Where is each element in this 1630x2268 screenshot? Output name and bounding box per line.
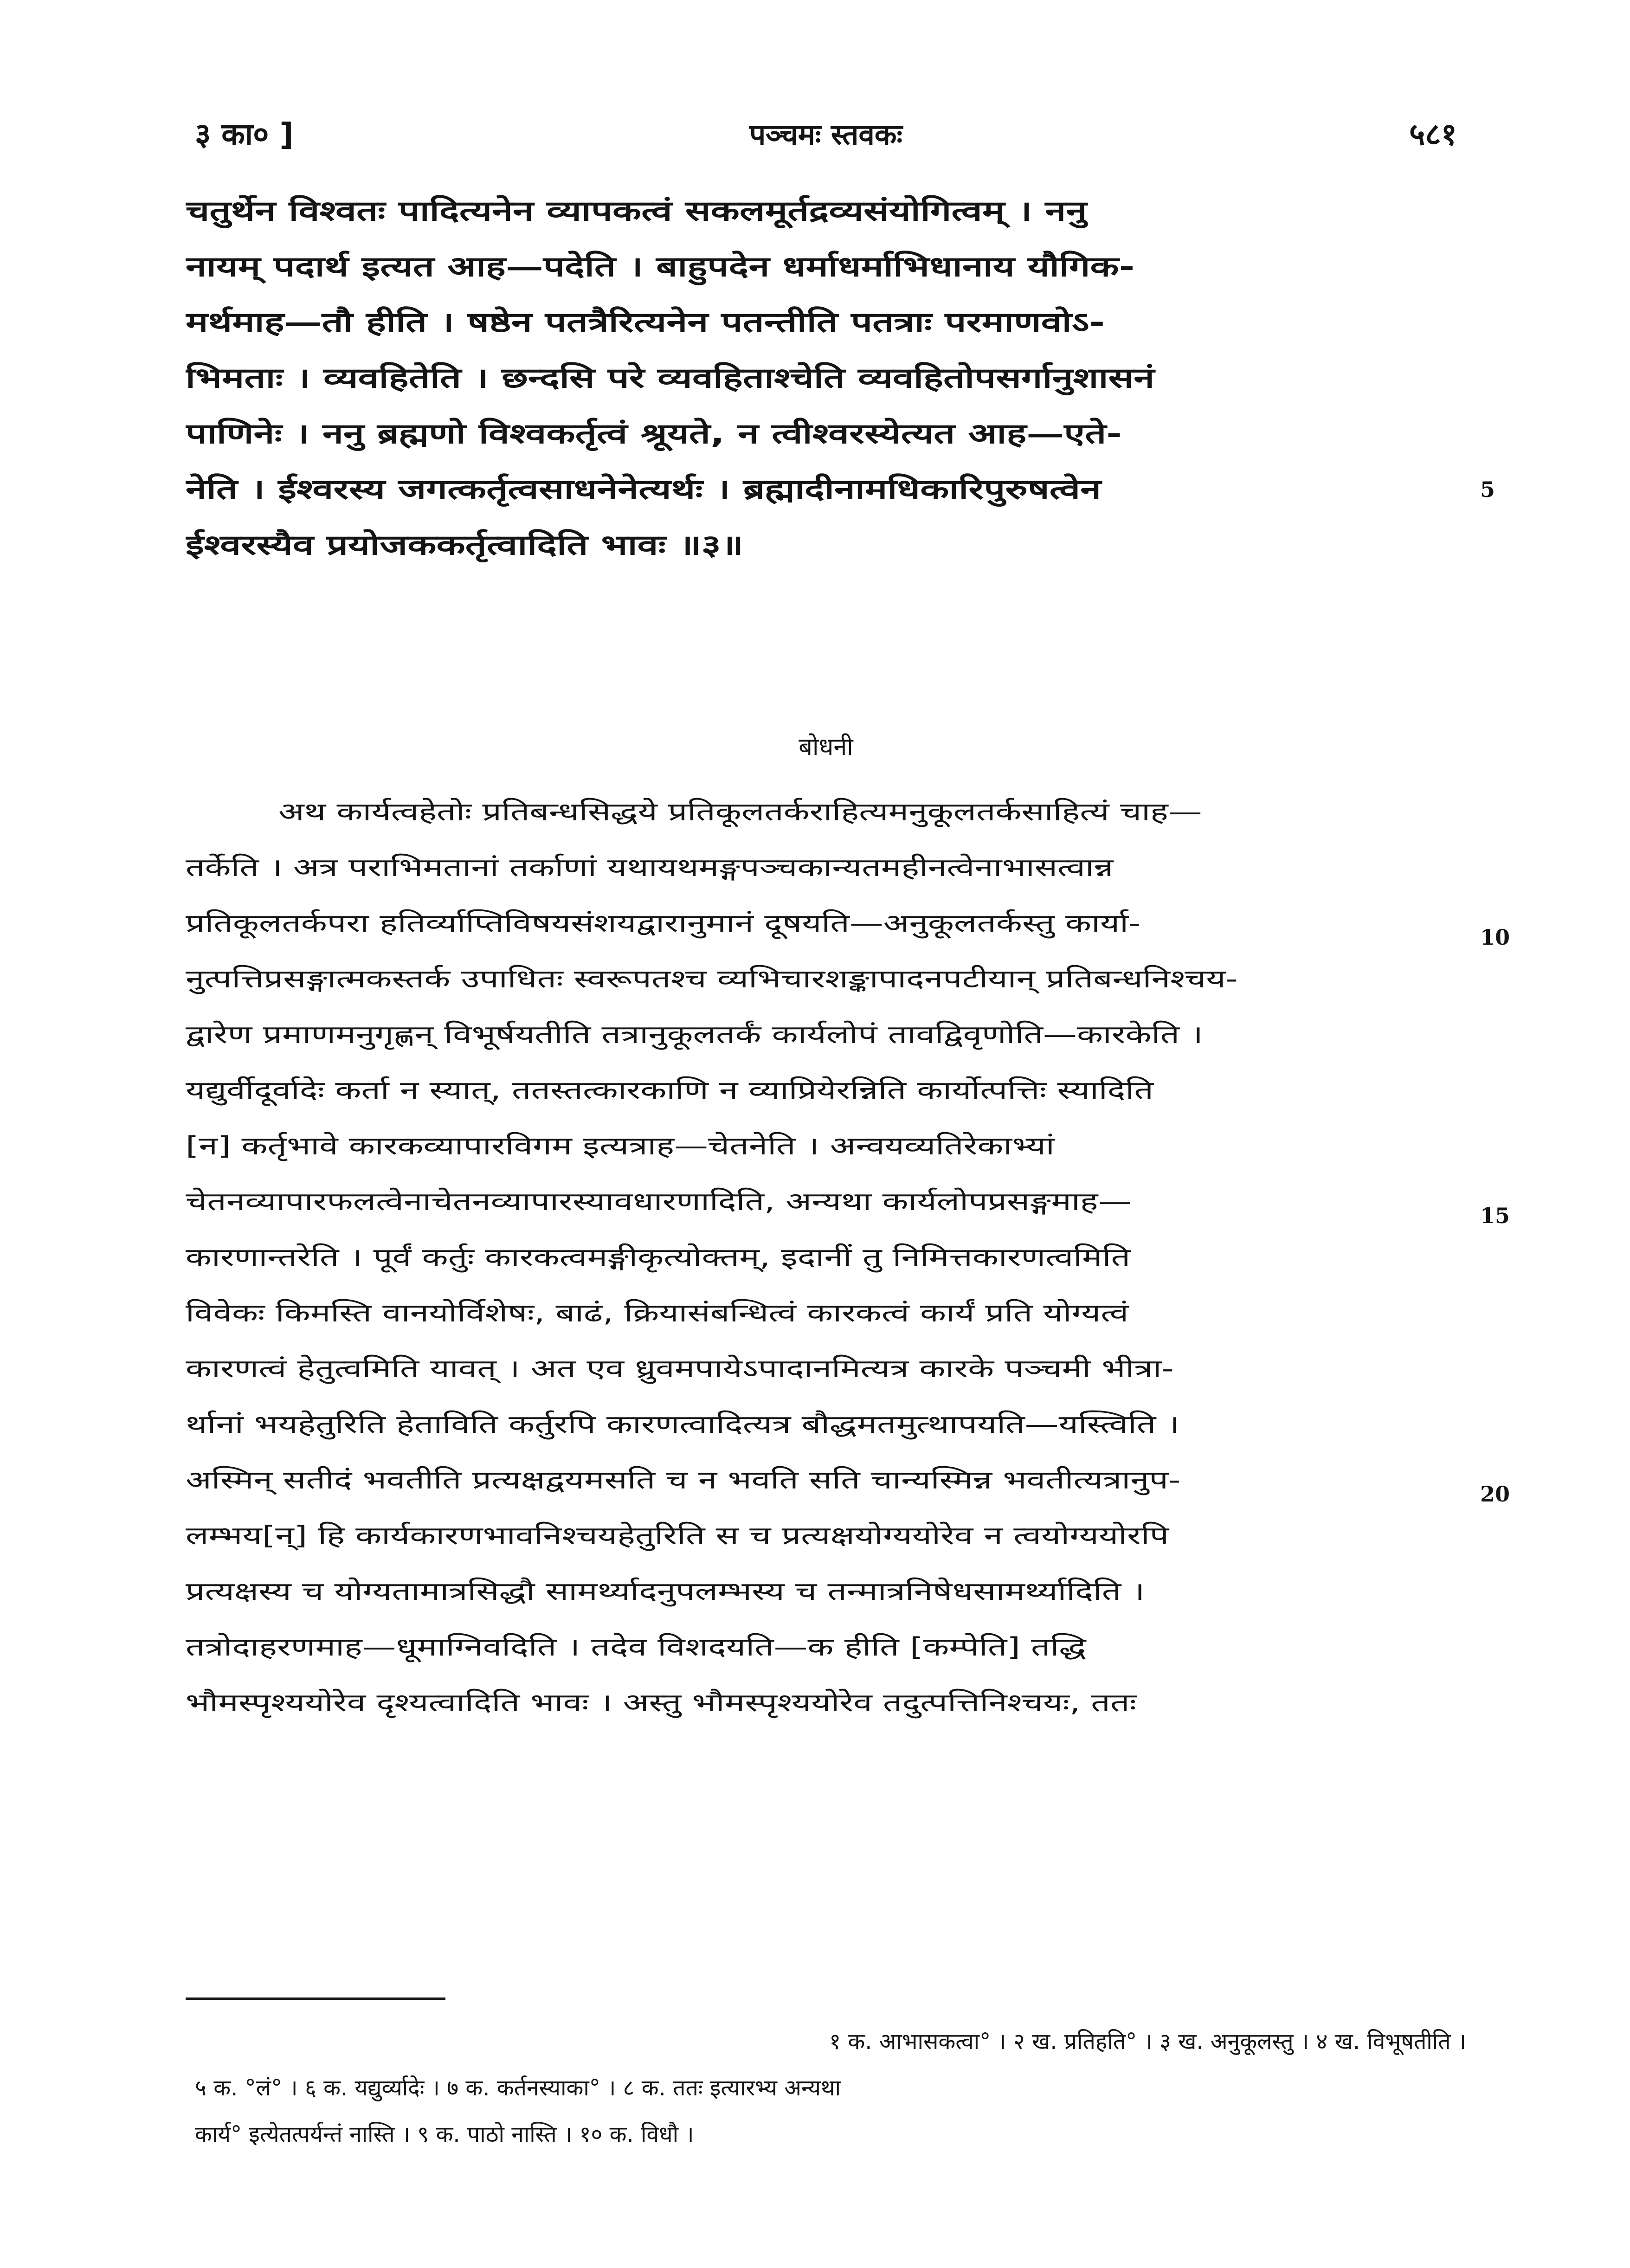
- text-line-content: नेति । ईश्वरस्य जगत्कर्तृत्वसाधनेनेत्यर्थः । ब्रह्मादीनामधिकारिपुरुषत्वेन: [186, 473, 1102, 506]
- text-line: [186, 517, 1466, 573]
- text-line-content: चतुर्थेन विश्वतः पादित्यनेन व्यापकत्वं सकलमूर्तद्रव्यसंयोगित्वम् । ननु: [186, 195, 1087, 227]
- text-line: [186, 1564, 1466, 1619]
- text-line: [186, 1675, 1466, 1731]
- section-title: बोधनी: [799, 733, 853, 761]
- text-line-content: ईश्वरस्यैव प्रयोजककर्तृत्वादिति भावः ॥३॥: [186, 529, 744, 561]
- text-line-content: नुत्पत्तिप्रसङ्गात्मकस्तर्क उपाधितः स्वरूपतश्च व्यभिचारशङ्कापादनपटीयान् प्रतिबन्धनिश्चय-: [186, 964, 1238, 993]
- text-line: [186, 350, 1466, 406]
- text-line-content: द्वारेण प्रमाणमनुगृह्णन् विभूर्षयतीति तत्रानुकूलतर्कं कार्यलोपं तावद्विवृणोति—कारकेति ।: [186, 1020, 1203, 1049]
- text-line-content: प्रतिकूलतर्कपरा हतिर्व्याप्तिविषयसंशयद्वारानुमानं दूषयति—अनुकूलतर्कस्तु कार्या-: [186, 908, 1141, 938]
- text-line: [186, 1341, 1466, 1397]
- header-section-label: ३ का० ]: [195, 116, 294, 152]
- text-line-content: तत्रोदाहरणमाह—धूमाग्निवदिति । तदेव विशदयति—क हीति [कम्पेति] तद्धि: [186, 1632, 1086, 1662]
- text-line-content: कारणान्तरेति । पूर्वं कर्तुः कारकत्वमङ्गीकृत्योक्तम्, इदानीं तु निमित्तकारणत्वमिति: [186, 1243, 1131, 1272]
- text-line: [186, 896, 1466, 951]
- text-line-content: अथ कार्यत्वहेतोः प्रतिबन्धसिद्धये प्रतिकूलतर्कराहित्यमनुकूलतर्कसाहित्यं चाह—: [278, 797, 1202, 826]
- footnote-line: ५ क. °लं° । ६ क. यद्युर्व्यादेः । ७ क. कर्तनस्याका° । ८ क. ततः इत्यारभ्य अन्यथा: [195, 2075, 841, 2101]
- commentary-text: [186, 183, 1466, 573]
- text-line: [186, 1063, 1466, 1118]
- text-line-content: तर्केति । अत्र पराभिमतानां तर्काणां यथायथमङ्गपञ्चकान्यतमहीनत्वेनाभासत्वान्न: [186, 853, 1114, 882]
- text-line: [186, 1174, 1466, 1230]
- page-number: ५८१: [1409, 116, 1457, 152]
- text-line: [186, 1118, 1466, 1174]
- text-line: [186, 183, 1466, 239]
- text-line-content: यद्युर्वीदूर्वादेः कर्ता न स्यात्, ततस्तत्कारकाणि न व्याप्रियेरन्निति कार्योत्पत्तिः स्यादिति: [186, 1076, 1153, 1105]
- text-line: [186, 1285, 1466, 1341]
- text-line: [186, 406, 1466, 462]
- text-line: [186, 295, 1466, 350]
- text-line: [186, 951, 1466, 1007]
- header-chapter-title: पञ्चमः स्तवकः: [749, 117, 903, 151]
- bodhani-commentary: [186, 784, 1466, 1731]
- footnote-divider: [186, 1997, 445, 2000]
- text-line-content: मर्थमाह—तौ हीति । षष्ठेन पतत्रैरित्यनेन पतन्तीति पतत्राः परमाणवोऽ-: [186, 306, 1105, 339]
- text-line: [186, 1508, 1466, 1564]
- text-line: [186, 462, 1466, 517]
- line-number: 5: [1480, 477, 1495, 502]
- text-line: [186, 840, 1466, 896]
- running-header: [195, 107, 1457, 162]
- line-number: 20: [1480, 1482, 1510, 1507]
- text-line-content: विवेकः किमस्ति वानयोर्विशेषः, बाढं, क्रियासंबन्धित्वं कारकत्वं कार्यं प्रति योग्यत्वं: [186, 1298, 1129, 1327]
- line-number: 10: [1480, 925, 1510, 950]
- footnote-line: १ क. आभासकत्वा° । २ ख. प्रतिहति° । ३ ख. अनुकूलस्तु । ४ ख. विभूषतीति ।: [829, 2029, 1466, 2055]
- text-line-content: लम्भय[न्] हि कार्यकारणभावनिश्चयहेतुरिति स च प्रत्यक्षयोग्ययोरेव न त्वयोग्ययोरपि: [186, 1521, 1169, 1550]
- text-line: [186, 1619, 1466, 1675]
- text-line: [186, 1007, 1466, 1063]
- text-line-content: भिमताः । व्यवहितेति । छन्दसि परे व्यवहिताश्चेति व्यवहितोपसर्गानुशासनं: [186, 362, 1155, 394]
- footnotes: [195, 2018, 1466, 2158]
- text-line: [186, 1397, 1466, 1452]
- text-line: [186, 1452, 1466, 1508]
- footnote-line: कार्य° इत्येतत्पर्यन्तं नास्ति । ९ क. पाठो नास्ति । १० क. विधौ ।: [195, 2121, 694, 2147]
- text-line-content: पाणिनेः । ननु ब्रह्मणो विश्वकर्तृत्वं श्रूयते, न त्वीश्वरस्येत्यत आह—एते-: [186, 418, 1122, 450]
- text-line-content: चेतनव्यापारफलत्वेनाचेतनव्यापारस्यावधारणादिति, अन्यथा कार्यलोपप्रसङ्गमाह—: [186, 1187, 1132, 1216]
- text-line: [186, 1230, 1466, 1285]
- text-line-content: कारणत्वं हेतुत्वमिति यावत् । अत एव ध्रुवमपायेऽपादानमित्यत्र कारके पञ्चमी भीत्रा-: [186, 1354, 1174, 1383]
- text-line-content: अस्मिन् सतीदं भवतीति प्रत्यक्षद्वयमसति च न भवति सति चान्यस्मिन्न भवतीत्यत्रानुप-: [186, 1465, 1181, 1495]
- text-line-content: नायम् पदार्थ इत्यत आह—पदेति । बाहुपदेन धर्माधर्माभिधानाय यौगिक-: [186, 251, 1135, 283]
- text-line-content: र्थानां भयहेतुरिति हेताविति कर्तुरपि कारणत्वादित्यत्र बौद्धमतमुत्थापयति—यस्त्विति ।: [186, 1410, 1180, 1439]
- text-line: [186, 784, 1466, 840]
- text-line-content: भौमस्पृश्ययोरेव दृश्यत्वादिति भावः । अस्तु भौमस्पृश्ययोरेव तदुत्पत्तिनिश्चयः, ततः: [186, 1688, 1137, 1717]
- text-line: [186, 239, 1466, 295]
- text-line-content: प्रत्यक्षस्य च योग्यतामात्रसिद्धौ सामर्थ्यादनुपलम्भस्य च तन्मात्रनिषेधसामर्थ्यादिति ।: [186, 1577, 1145, 1606]
- text-line-content: [न] कर्तृभावे कारकव्यापारविगम इत्यत्राह—चेतनेति । अन्वयव्यतिरेकाभ्यां: [186, 1131, 1055, 1160]
- line-number: 15: [1480, 1203, 1510, 1228]
